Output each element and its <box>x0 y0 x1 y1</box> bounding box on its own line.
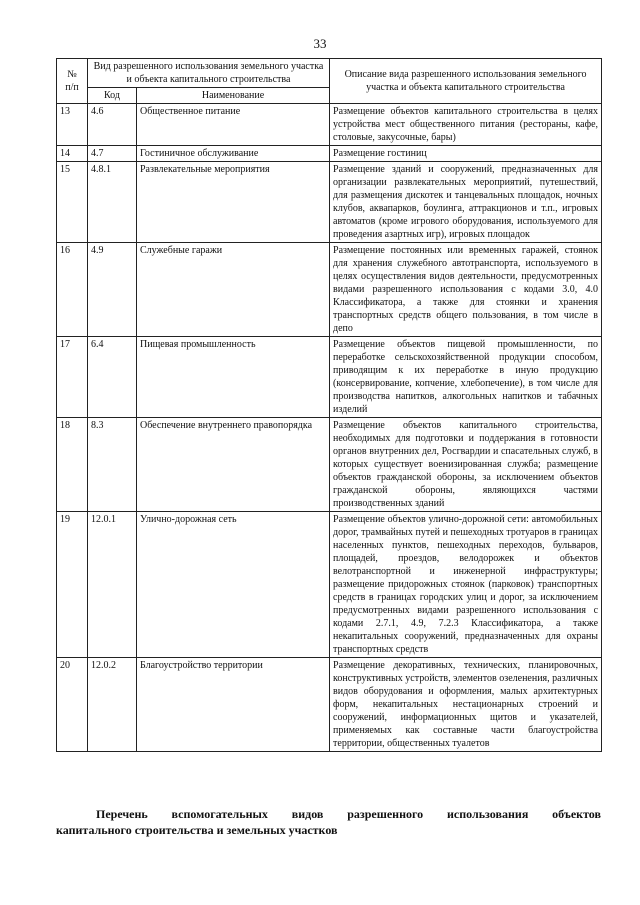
row-num: 17 <box>57 337 88 418</box>
footer-line-1: Перечень вспомогательных видов разрешенного использования объектов <box>96 807 601 821</box>
header-num: № п/п <box>57 59 88 104</box>
table-row <box>57 512 602 658</box>
row-code: 4.9 <box>88 243 137 337</box>
footer-heading <box>56 806 601 838</box>
table-row <box>57 104 602 146</box>
row-code: 4.8.1 <box>88 162 137 243</box>
row-name: Общественное питание <box>137 104 330 146</box>
row-num: 14 <box>57 146 88 162</box>
row-name: Развлекательные мероприятия <box>137 162 330 243</box>
header-code: Код <box>88 88 137 104</box>
row-code: 4.7 <box>88 146 137 162</box>
row-code: 12.0.2 <box>88 658 137 752</box>
row-code: 12.0.1 <box>88 512 137 658</box>
row-num: 15 <box>57 162 88 243</box>
row-num: 18 <box>57 418 88 512</box>
row-num: 13 <box>57 104 88 146</box>
row-code: 8.3 <box>88 418 137 512</box>
table-row <box>57 418 602 512</box>
header-desc: Описание вида разрешенного использования земельного участка и объекта капитального строительства <box>330 59 602 104</box>
row-desc: Размещение объектов пищевой промышленности, по переработке сельскохозяйственной продукции способом, приводящим к их переработке в иную продукцию (консервирование, копчение, хлебопечение), в том числе для производства напитков, алкогольных напитков и табачных изделий <box>330 337 602 418</box>
table-row <box>57 162 602 243</box>
table-row <box>57 337 602 418</box>
page-number: 33 <box>313 36 327 51</box>
row-name: Пищевая промышленность <box>137 337 330 418</box>
row-code: 4.6 <box>88 104 137 146</box>
row-num: 16 <box>57 243 88 337</box>
row-desc: Размещение объектов капитального строительства, необходимых для подготовки и поддержания в готовности органов внутренних дел, Росгвардии и спасательных служб, в которых существует военизированная служба; размещение объектов гражданской обороны, за исключением объектов гражданской обороны, являющихся частями производственных зданий <box>330 418 602 512</box>
table-row <box>57 658 602 752</box>
footer-line-2: капитального строительства и земельных участков <box>56 823 338 837</box>
table-row <box>57 243 602 337</box>
table-row <box>57 146 602 162</box>
row-desc: Размещение объектов капитального строительства в целях устройства мест общественного питания (рестораны, кафе, столовые, закусочные, бары) <box>330 104 602 146</box>
row-desc: Размещение декоративных, технических, планировочных, конструктивных устройств, элементов озеленения, различных видов оборудования и оформления, малых архитектурных форм, некапитальных нестационарных строений и сооружений, информационных щитов и указателей, применяемых как составные части благоустройства территории, общественных туалетов <box>330 658 602 752</box>
row-num: 19 <box>57 512 88 658</box>
row-desc: Размещение постоянных или временных гаражей, стоянок для хранения служебного автотранспорта, используемого в целях осуществления видов деятельности, предусмотренных видами разрешенного использования с кодами 3.0, 4.0 Классификатора, а также для стоянки и хранения транспортных средств общего пользования, в том числе в депо <box>330 243 602 337</box>
header-name: Наименование <box>137 88 330 104</box>
row-name: Улично-дорожная сеть <box>137 512 330 658</box>
row-code: 6.4 <box>88 337 137 418</box>
row-desc: Размещение объектов улично-дорожной сети: автомобильных дорог, трамвайных путей и пешеходных тротуаров в границах населенных пунктов, пешеходных переходов, бульваров, площадей, проездов, велодорожек и объектов велотранспортной и инженерной инфраструктуры; размещение придорожных стоянок (парковок) транспортных средств в границах городских улиц и дорог, за исключением предусмотренных видами разрешенного использования с кодами 2.7.1, 4.9, 7.2.3 Классификатора, а также некапитальных сооружений, предназначенных для охраны транспортных средств <box>330 512 602 658</box>
row-desc: Размещение гостиниц <box>330 146 602 162</box>
row-name: Служебные гаражи <box>137 243 330 337</box>
row-name: Обеспечение внутреннего правопорядка <box>137 418 330 512</box>
row-desc: Размещение зданий и сооружений, предназначенных для организации развлекательных мероприятий, путешествий, для размещения дискотек и танцевальных площадок, ночных клубов, аквапарков, боулинга, аттракционов и т.п., игровых автоматов (кроме игрового оборудования, используемого для проведения азартных игр), игровых площадок <box>330 162 602 243</box>
header-group: Вид разрешенного использования земельного участка и объекта капитального строительства <box>88 59 330 88</box>
row-name: Благоустройство территории <box>137 658 330 752</box>
header-row-top <box>57 59 602 88</box>
row-num: 20 <box>57 658 88 752</box>
row-name: Гостиничное обслуживание <box>137 146 330 162</box>
land-use-table <box>56 58 602 752</box>
